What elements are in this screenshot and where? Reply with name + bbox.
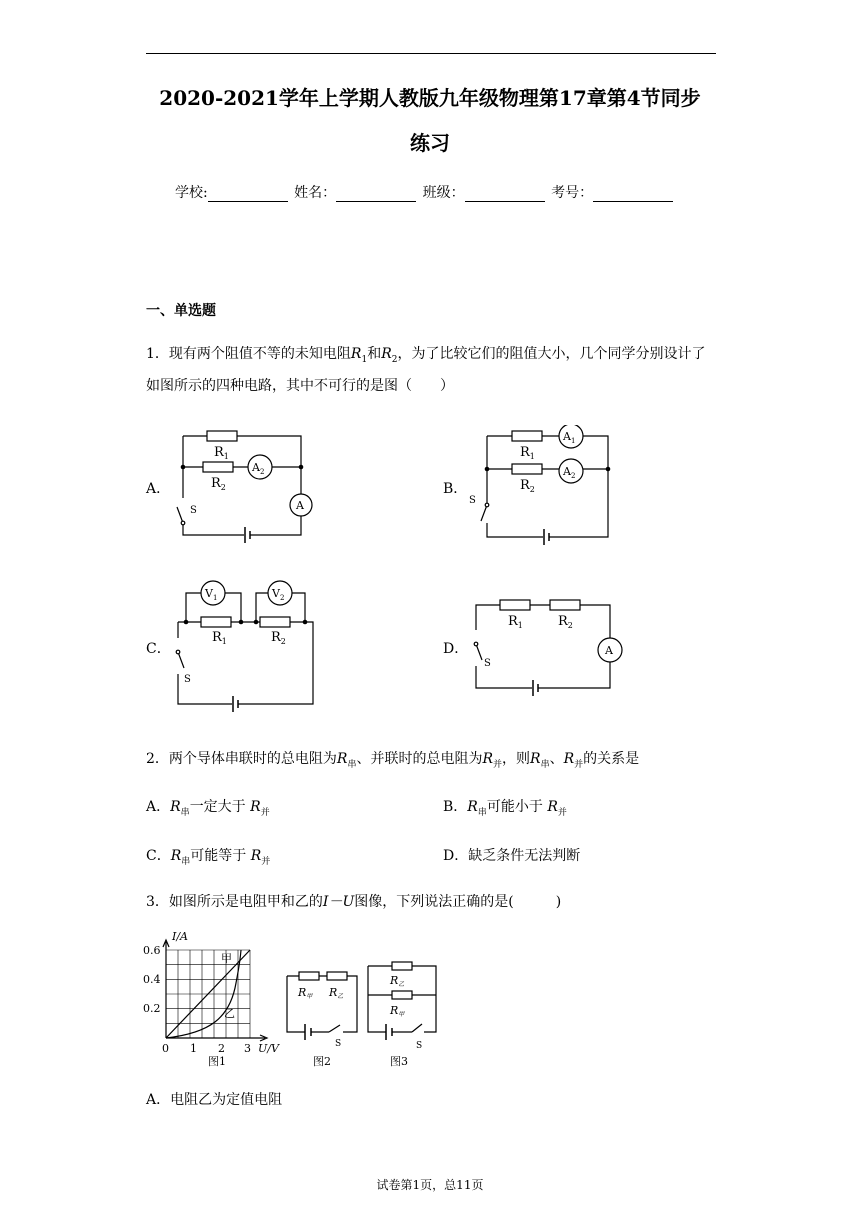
x-tick-1: 1 bbox=[190, 1042, 197, 1055]
class-label: 班级： bbox=[422, 185, 465, 201]
x-tick-3: 3 bbox=[244, 1042, 251, 1055]
x-tick-2: 2 bbox=[218, 1042, 225, 1055]
x-tick-0: 0 bbox=[162, 1042, 169, 1055]
r2-label: $R_2$ bbox=[271, 630, 286, 646]
r1-label: $R_1$ bbox=[212, 630, 227, 646]
school-blank[interactable] bbox=[208, 187, 288, 202]
circuit-b-diagram bbox=[467, 425, 617, 545]
r2-label: $R_2$ bbox=[211, 476, 226, 492]
circuit-c-diagram bbox=[168, 578, 323, 713]
question-3-stem: 3．如图所示是电阻甲和乙的I－U图像，下列说法正确的是( ) bbox=[146, 894, 562, 910]
page-footer: 试卷第1页，总11页 bbox=[376, 1178, 484, 1192]
r2-label: $R_2$ bbox=[520, 478, 535, 494]
q2-option-b[interactable]: B．$R_串$可能小于 $R_并$ bbox=[443, 799, 567, 818]
q1-option-c-label: C． bbox=[146, 641, 171, 657]
circuit-d-diagram bbox=[466, 594, 626, 699]
r2-label: $R_2$ bbox=[558, 614, 573, 630]
switch-s-label: S bbox=[484, 658, 491, 669]
y-tick-06: 0.6 bbox=[143, 944, 161, 957]
circuit-a-diagram bbox=[170, 425, 320, 545]
student-info-fields bbox=[175, 182, 675, 202]
exam-number-label: 考号： bbox=[551, 185, 594, 201]
ammeter-a-label: A bbox=[296, 499, 304, 512]
q1-option-a-label: A． bbox=[146, 481, 171, 497]
voltmeter-v1-label: $V_1$ bbox=[205, 587, 218, 602]
voltmeter-v2-label: $V_2$ bbox=[272, 587, 285, 602]
switch-s-label: S bbox=[190, 505, 197, 516]
fig3-caption: 图3 bbox=[390, 1055, 408, 1068]
y-tick-04: 0.4 bbox=[143, 973, 161, 986]
exam-number-blank[interactable] bbox=[593, 187, 673, 202]
ammeter-a1-label: $A_1$ bbox=[563, 430, 576, 445]
x-axis-label: U/V bbox=[258, 1042, 279, 1055]
q3-option-a[interactable]: A．电阻乙为定值电阻 bbox=[146, 1092, 283, 1108]
question-2-stem: 2．两个导体串联时的总电阻为$R_串$、并联时的总电阻为$R_并$，则$R_串$、$R_并$的关系是 bbox=[146, 751, 640, 770]
q2-option-a[interactable]: A．$R_串$一定大于 $R_并$ bbox=[146, 799, 270, 818]
fig1-caption: 图1 bbox=[208, 1055, 226, 1068]
r1-label: $R_1$ bbox=[214, 445, 229, 461]
ammeter-a-label: A bbox=[605, 644, 613, 657]
fig2-r-yi-label: R乙 bbox=[329, 986, 344, 1000]
class-blank[interactable] bbox=[465, 187, 545, 202]
fig3-parallel-circuit bbox=[364, 958, 442, 1070]
fig3-r-yi-label: R乙 bbox=[390, 974, 405, 988]
question-1-stem: 1．现有两个阻值不等的未知电阻$R_1$和$R_2$，为了比较它们的阻值大小，几个同学分别设计了如图所示的四种电路，其中不可行的是图（ ） bbox=[146, 346, 706, 394]
school-label: 学校: bbox=[175, 185, 208, 201]
page-title: 2020-2021学年上学期人教版九年级物理第17章第4节同步 bbox=[159, 86, 701, 110]
q2-option-d[interactable]: D．缺乏条件无法判断 bbox=[443, 848, 581, 864]
section-title: 一、单选题 bbox=[146, 303, 216, 319]
fig2-caption: 图2 bbox=[313, 1055, 331, 1068]
header-rule bbox=[146, 53, 716, 54]
q1-option-d-label: D． bbox=[443, 641, 469, 657]
y-tick-02: 0.2 bbox=[143, 1002, 161, 1015]
fig3-switch-label: S bbox=[416, 1041, 423, 1051]
fig2-r-jia-label: R甲 bbox=[298, 986, 313, 1000]
ammeter-a2-label: $A_2$ bbox=[252, 461, 265, 476]
fig3-r-jia-label: R甲 bbox=[390, 1004, 405, 1018]
iu-graph-figure bbox=[140, 928, 285, 1070]
r1-label: $R_1$ bbox=[520, 445, 535, 461]
fig2-switch-label: S bbox=[335, 1039, 342, 1049]
switch-s-label: S bbox=[469, 495, 476, 506]
fig2-series-circuit bbox=[283, 962, 363, 1070]
name-blank[interactable] bbox=[336, 187, 416, 202]
y-axis-label: I/A bbox=[172, 930, 188, 943]
curve-jia-label: 甲 bbox=[221, 952, 232, 965]
curve-yi-label: 乙 bbox=[224, 1007, 235, 1020]
r1-label: $R_1$ bbox=[508, 614, 523, 630]
name-label: 姓名： bbox=[294, 185, 337, 201]
q2-option-c[interactable]: C．$R_串$可能等于 $R_并$ bbox=[146, 848, 271, 867]
ammeter-a2-label: $A_2$ bbox=[563, 465, 576, 480]
switch-s-label: S bbox=[184, 674, 191, 685]
q1-option-b-label: B． bbox=[443, 481, 468, 497]
page-title-line2: 练习 bbox=[410, 131, 450, 155]
